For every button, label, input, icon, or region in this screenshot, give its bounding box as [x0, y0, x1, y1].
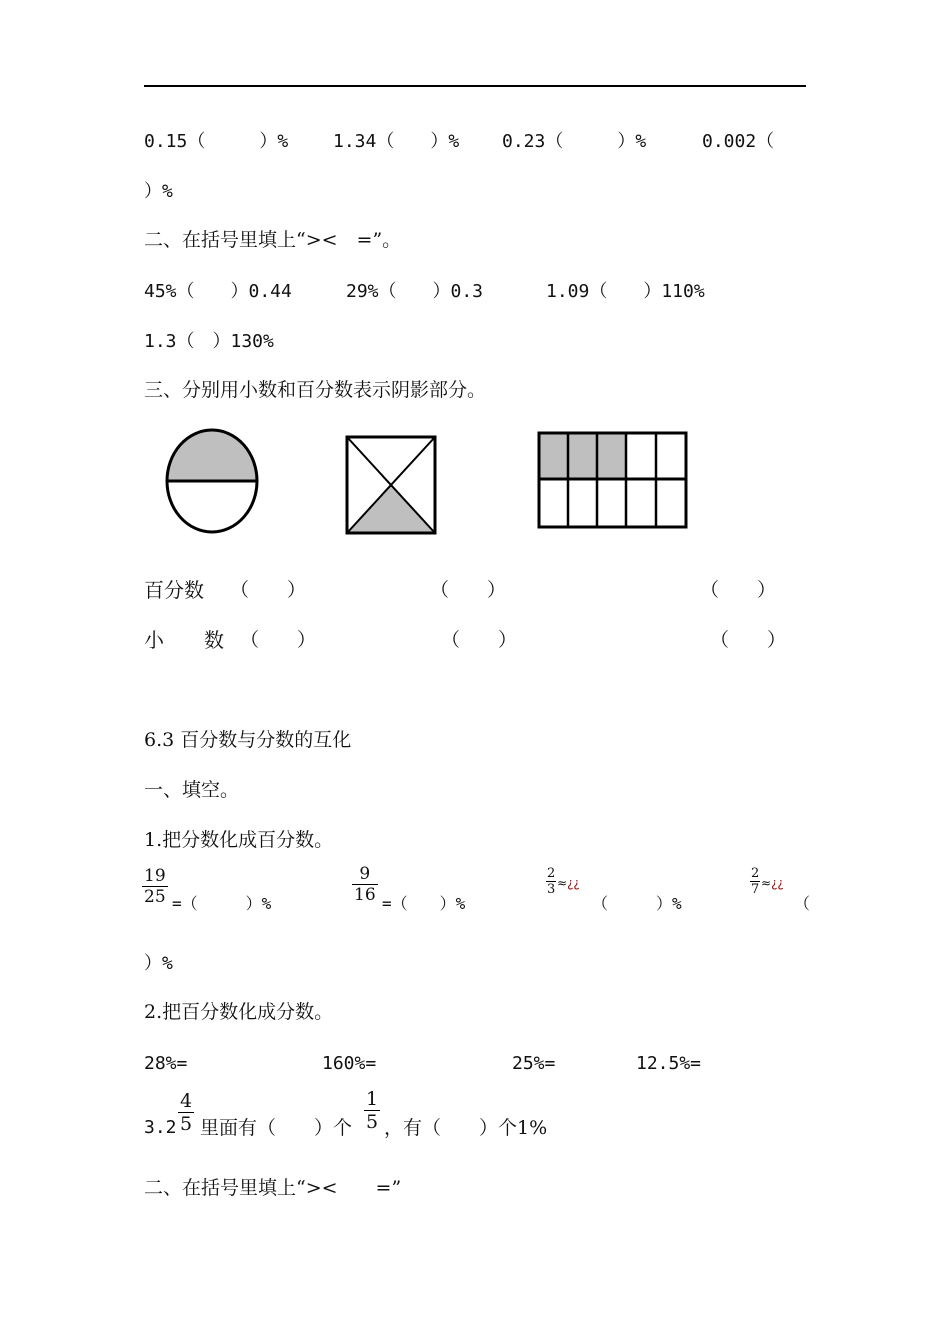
compare-item-2: 29%（ ）0.3 [346, 281, 484, 302]
percent-blank-3: （ ） [700, 579, 777, 601]
percent-label: 百分数 [144, 578, 204, 602]
fraction-1-answer: =（ ）% [172, 894, 272, 913]
conversion-item-2: 1.34（ ）% [333, 131, 460, 152]
header-rule [144, 85, 806, 87]
decimal-blank-3: （ ） [710, 629, 787, 651]
fraction-2-7: 2 7 [751, 866, 760, 897]
fraction-4-answer-cont: ）% [144, 953, 173, 974]
question-3-tail: ，有（ ）个1% [384, 1117, 548, 1139]
fraction-4-answer: （ [794, 894, 811, 913]
ten-cell-grid [536, 430, 690, 532]
fraction-1-5: 1 5 [366, 1088, 379, 1133]
percent-to-fraction-3: 25%= [512, 1053, 556, 1074]
half-shaded-circle [162, 426, 262, 536]
question-3-prefix: 3.2 [144, 1117, 177, 1138]
decimal-blank-1: （ ） [240, 629, 317, 651]
compare-item-3: 1.09（ ）110% [546, 281, 705, 302]
unit-title: 6.3 百分数与分数的互化 [144, 729, 352, 751]
fraction-19-25: 19 25 [144, 866, 166, 907]
percent-to-fraction-1: 28%= [144, 1053, 188, 1074]
percent-to-fraction-2: 160%= [322, 1053, 377, 1074]
fraction-3-answer: （ ）% [592, 894, 682, 913]
approx-marker-2: ≈¿¿ [761, 876, 784, 890]
question-2-label: 2.把百分数化成分数。 [144, 1001, 334, 1023]
conversion-item-4-cont: ）% [144, 181, 173, 202]
part-1-heading: 一、填空。 [144, 779, 240, 801]
approx-marker-1: ≈¿¿ [557, 876, 580, 890]
percent-blank-2: （ ） [430, 579, 507, 601]
decimal-blank-2: （ ） [441, 629, 518, 651]
conversion-item-1: 0.15（ ）% [144, 131, 289, 152]
conversion-item-4: 0.002（ [702, 131, 775, 152]
decimal-label: 小 数 [144, 628, 224, 652]
section-3-heading: 三、分别用小数和百分数表示阴影部分。 [144, 379, 487, 401]
fraction-2-answer: =（ ）% [382, 894, 466, 913]
question-1-label: 1.把分数化成百分数。 [144, 829, 334, 851]
fraction-2-3: 2 3 [547, 866, 556, 897]
percent-to-fraction-4: 12.5%= [636, 1053, 702, 1074]
quarter-shaded-square [344, 434, 438, 536]
percent-blank-1: （ ） [230, 579, 307, 601]
part-2-heading: 二、在括号里填上“>< =” [144, 1177, 402, 1199]
mixed-fraction-4-5: 4 5 [180, 1090, 193, 1135]
conversion-item-3: 0.23（ ）% [502, 131, 647, 152]
section-2-heading: 二、在括号里填上“>< =”。 [144, 229, 402, 251]
compare-item-4: 1.3（ ）130% [144, 331, 274, 352]
fraction-9-16: 9 16 [354, 864, 376, 905]
question-3-middle: 里面有（ ）个 [200, 1117, 353, 1139]
compare-item-1: 45%（ ）0.44 [144, 281, 292, 302]
